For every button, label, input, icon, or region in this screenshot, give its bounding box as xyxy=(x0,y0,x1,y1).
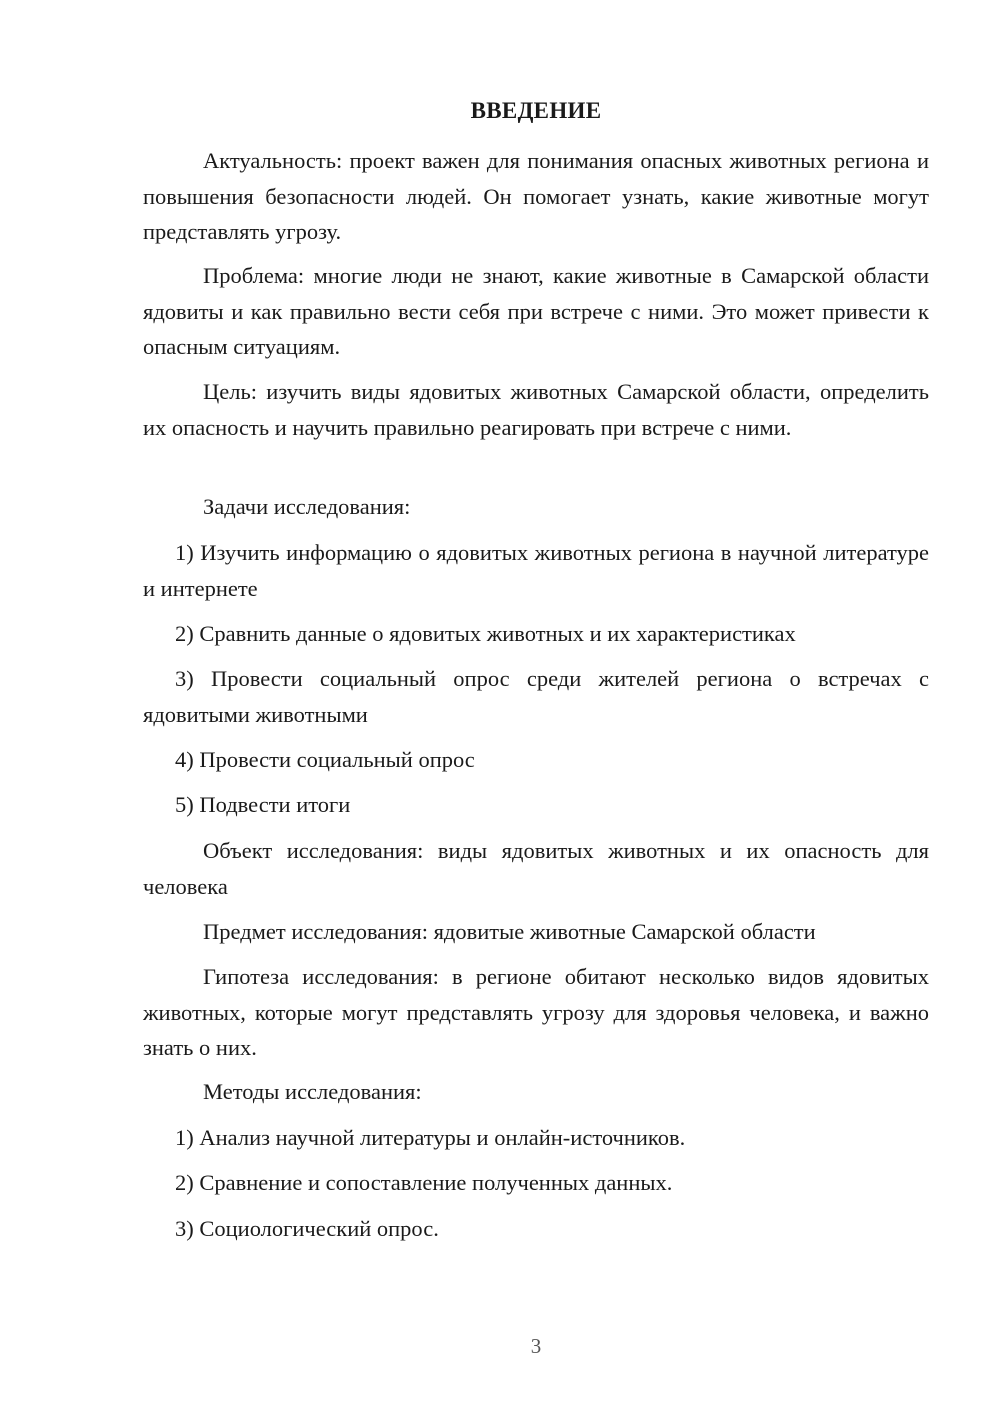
relevance-paragraph: Актуальность: проект важен для понимания опасных животных региона и повышения безопасности людей. Он помогает узнать, какие животные могут представлять угрозу. xyxy=(143,148,929,244)
task-item: 1) Изучить информацию о ядовитых животных региона в научной литературе и интернете xyxy=(143,540,929,601)
methods-heading: Методы исследования: xyxy=(203,1079,422,1104)
goal-paragraph: Цель: изучить виды ядовитых животных Самарской области, определить их опасность и научить правильно реагировать при встрече с ними. xyxy=(143,379,929,440)
method-item: 3) Социологический опрос. xyxy=(175,1216,439,1241)
task-item: 5) Подвести итоги xyxy=(175,792,351,817)
hypothesis-paragraph: Гипотеза исследования: в регионе обитают несколько видов ядовитых животных, которые могут представлять угрозу для здоровья человека, и важно знать о них. xyxy=(143,964,929,1060)
problem-paragraph: Проблема: многие люди не знают, какие животные в Самарской области ядовиты и как правильно вести себя при встрече с ними. Это может привести к опасным ситуациям. xyxy=(143,263,929,359)
task-item: 2) Сравнить данные о ядовитых животных и их характеристиках xyxy=(175,621,796,646)
object-paragraph: Объект исследования: виды ядовитых животных и их опасность для человека xyxy=(143,838,929,899)
subject-paragraph: Предмет исследования: ядовитые животные Самарской области xyxy=(203,919,816,944)
tasks-heading: Задачи исследования: xyxy=(203,494,411,519)
method-item: 1) Анализ научной литературы и онлайн-источников. xyxy=(175,1125,686,1150)
task-item: 3) Провести социальный опрос среди жителей региона о встречах с ядовитыми животными xyxy=(143,666,929,727)
method-item: 2) Сравнение и сопоставление полученных данных. xyxy=(175,1170,673,1195)
page-number: 3 xyxy=(530,1334,542,1358)
section-title: ВВЕДЕНИЕ xyxy=(470,98,602,123)
task-item: 4) Провести социальный опрос xyxy=(175,747,475,772)
